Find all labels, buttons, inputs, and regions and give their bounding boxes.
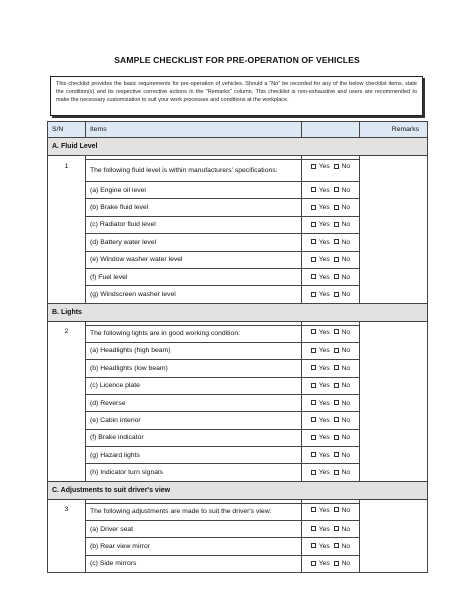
item-text: (c) Licence plate xyxy=(86,377,302,394)
no-checkbox[interactable] xyxy=(334,543,339,548)
yes-no-options xyxy=(302,412,360,429)
yes-checkbox[interactable] xyxy=(311,435,316,440)
remarks-cell[interactable] xyxy=(360,342,428,359)
no-checkbox[interactable] xyxy=(334,561,339,566)
yes-label: Yes xyxy=(318,542,330,550)
item-text: (a) Headlights (high beam) xyxy=(86,342,302,359)
no-checkbox[interactable] xyxy=(334,452,339,457)
no-label: No xyxy=(341,416,351,424)
yes-checkbox[interactable] xyxy=(311,507,316,512)
yes-no-header xyxy=(302,122,360,138)
remarks-header: Remarks xyxy=(360,122,428,138)
checklist-row xyxy=(48,429,428,446)
no-label: No xyxy=(341,525,351,533)
section-row xyxy=(48,481,428,499)
remarks-cell[interactable] xyxy=(360,429,428,446)
no-checkbox[interactable] xyxy=(334,292,339,297)
item-text: (g) Windscreen washer level xyxy=(86,286,302,303)
yes-no-options xyxy=(302,503,360,520)
checklist-row xyxy=(48,447,428,464)
no-label: No xyxy=(341,382,351,390)
item-text: (b) Headlights (low beam) xyxy=(86,360,302,377)
checklist-row xyxy=(48,412,428,429)
checklist-row xyxy=(48,286,428,303)
yes-label: Yes xyxy=(318,506,330,514)
yes-no-options xyxy=(302,555,360,572)
no-checkbox[interactable] xyxy=(334,435,339,440)
yes-no-options xyxy=(302,268,360,285)
yes-no-options xyxy=(302,360,360,377)
remarks-cell[interactable] xyxy=(360,199,428,216)
yes-checkbox[interactable] xyxy=(311,400,316,405)
no-checkbox[interactable] xyxy=(334,365,339,370)
item-text: (e) Window washer water level xyxy=(86,251,302,268)
yes-label: Yes xyxy=(318,291,330,299)
no-label: No xyxy=(341,273,351,281)
item-text: (f) Fuel level xyxy=(86,268,302,285)
no-label: No xyxy=(341,204,351,212)
item-text: (g) Hazard lights xyxy=(86,447,302,464)
checklist-row xyxy=(48,555,428,572)
no-label: No xyxy=(341,186,351,194)
yes-label: Yes xyxy=(318,560,330,568)
remarks-cell[interactable] xyxy=(360,447,428,464)
yes-no-options xyxy=(302,216,360,233)
no-label: No xyxy=(341,434,351,442)
no-label: No xyxy=(341,163,351,170)
checklist-lead-row xyxy=(48,325,428,342)
item-lead-text: The following fluid level is within manufacturers' specifications: xyxy=(86,160,302,182)
yes-label: Yes xyxy=(318,525,330,533)
section-row xyxy=(48,303,428,321)
yes-label: Yes xyxy=(318,416,330,424)
checklist-lead-row xyxy=(48,160,428,182)
yes-no-options xyxy=(302,286,360,303)
yes-no-options xyxy=(302,447,360,464)
no-label: No xyxy=(341,291,351,299)
yes-no-options xyxy=(302,538,360,555)
no-label: No xyxy=(341,560,351,568)
yes-checkbox[interactable] xyxy=(311,452,316,457)
no-checkbox[interactable] xyxy=(334,187,339,192)
checklist-row xyxy=(48,342,428,359)
yes-label: Yes xyxy=(318,434,330,442)
section-row xyxy=(48,138,428,156)
remarks-cell[interactable] xyxy=(360,286,428,303)
yes-checkbox[interactable] xyxy=(311,526,316,531)
yes-label: Yes xyxy=(318,221,330,229)
yes-checkbox[interactable] xyxy=(311,205,316,210)
item-text: (d) Battery water level xyxy=(86,234,302,251)
no-label: No xyxy=(341,347,351,355)
yes-checkbox[interactable] xyxy=(311,417,316,422)
yes-label: Yes xyxy=(318,451,330,459)
remarks-cell[interactable] xyxy=(360,394,428,411)
item-lead-text: The following lights are in good working condition: xyxy=(86,325,302,342)
yes-checkbox[interactable] xyxy=(311,543,316,548)
item-lead-text: The following adjustments are made to suit the driver's view: xyxy=(86,503,302,520)
remarks-cell[interactable] xyxy=(360,538,428,555)
remarks-cell[interactable] xyxy=(360,555,428,572)
yes-checkbox[interactable] xyxy=(311,365,316,370)
yes-label: Yes xyxy=(318,186,330,194)
yes-label: Yes xyxy=(318,163,330,170)
section-title: C. Adjustments to suit driver's view xyxy=(48,481,428,499)
yes-checkbox[interactable] xyxy=(311,561,316,566)
yes-label: Yes xyxy=(318,238,330,246)
no-checkbox[interactable] xyxy=(334,526,339,531)
yes-checkbox[interactable] xyxy=(311,470,316,475)
yes-no-options xyxy=(302,182,360,199)
yes-label: Yes xyxy=(318,204,330,212)
item-text: (c) Radiator fluid level xyxy=(86,216,302,233)
yes-checkbox[interactable] xyxy=(311,222,316,227)
yes-no-options xyxy=(302,520,360,537)
item-text: (f) Brake indicator xyxy=(86,429,302,446)
item-number: 1 xyxy=(48,160,86,182)
yes-label: Yes xyxy=(318,382,330,390)
yes-checkbox[interactable] xyxy=(311,274,316,279)
item-text: (a) Engine oil level xyxy=(86,182,302,199)
yes-checkbox[interactable] xyxy=(311,348,316,353)
checklist-row xyxy=(48,360,428,377)
no-label: No xyxy=(341,328,351,336)
no-label: No xyxy=(341,542,351,550)
remarks-cell[interactable] xyxy=(360,160,428,182)
checklist-row xyxy=(48,234,428,251)
yes-no-options xyxy=(302,342,360,359)
no-label: No xyxy=(341,256,351,264)
checklist-row xyxy=(48,377,428,394)
yes-checkbox[interactable] xyxy=(311,239,316,244)
item-text: (e) Cabin interior xyxy=(86,412,302,429)
no-label: No xyxy=(341,506,351,514)
remarks-cell[interactable] xyxy=(360,412,428,429)
yes-checkbox[interactable] xyxy=(311,329,316,334)
remarks-cell[interactable] xyxy=(360,377,428,394)
remarks-cell[interactable] xyxy=(360,182,428,199)
no-checkbox[interactable] xyxy=(334,164,339,169)
remarks-cell[interactable] xyxy=(360,325,428,342)
yes-checkbox[interactable] xyxy=(311,164,316,169)
yes-checkbox[interactable] xyxy=(311,292,316,297)
remarks-cell[interactable] xyxy=(360,503,428,520)
yes-no-options xyxy=(302,160,360,182)
intro-text: This checklist provides the basic requirements for pre-operation of vehicles. Should a "No" be recorded for any of the below checklist items, state the condition(s) and its respective corrective actions in the "Remarks" column. This checklist is non-exhaustive and users are recommended to make the necessary customization to suit your work processes and conditions at the workplace. xyxy=(50,76,423,116)
no-label: No xyxy=(341,221,351,229)
item-text: (b) Brake fluid level xyxy=(86,199,302,216)
yes-no-options xyxy=(302,394,360,411)
checklist-lead-row xyxy=(48,503,428,520)
yes-no-options xyxy=(302,325,360,342)
item-text: (d) Reverse xyxy=(86,394,302,411)
no-checkbox[interactable] xyxy=(334,400,339,405)
yes-checkbox[interactable] xyxy=(311,257,316,262)
no-checkbox[interactable] xyxy=(334,470,339,475)
yes-label: Yes xyxy=(318,347,330,355)
item-number: 2 xyxy=(48,325,86,342)
sn-header: S/N xyxy=(48,122,86,138)
yes-no-options xyxy=(302,234,360,251)
table-header-row xyxy=(48,122,428,138)
no-label: No xyxy=(341,238,351,246)
yes-label: Yes xyxy=(318,328,330,336)
yes-label: Yes xyxy=(318,469,330,477)
item-text: (b) Rear view mirror xyxy=(86,538,302,555)
checklist-row xyxy=(48,268,428,285)
yes-label: Yes xyxy=(318,256,330,264)
yes-no-options xyxy=(302,199,360,216)
checklist-table xyxy=(47,121,428,573)
remarks-cell[interactable] xyxy=(360,464,428,481)
yes-no-options xyxy=(302,464,360,481)
checklist-row xyxy=(48,394,428,411)
yes-label: Yes xyxy=(318,364,330,372)
remarks-cell[interactable] xyxy=(360,216,428,233)
yes-checkbox[interactable] xyxy=(311,187,316,192)
no-checkbox[interactable] xyxy=(334,417,339,422)
no-checkbox[interactable] xyxy=(334,222,339,227)
item-text: (h) Indicator turn signals xyxy=(86,464,302,481)
yes-label: Yes xyxy=(318,399,330,407)
yes-no-options xyxy=(302,429,360,446)
no-checkbox[interactable] xyxy=(334,348,339,353)
remarks-cell[interactable] xyxy=(360,268,428,285)
remarks-cell[interactable] xyxy=(360,360,428,377)
item-text: (a) Driver seat xyxy=(86,520,302,537)
checklist-row xyxy=(48,520,428,537)
yes-label: Yes xyxy=(318,273,330,281)
remarks-cell[interactable] xyxy=(360,520,428,537)
checklist-row xyxy=(48,251,428,268)
checklist-row xyxy=(48,464,428,481)
no-label: No xyxy=(341,364,351,372)
no-checkbox[interactable] xyxy=(334,239,339,244)
no-checkbox[interactable] xyxy=(334,329,339,334)
checklist-row xyxy=(48,538,428,555)
checklist-row xyxy=(48,182,428,199)
no-label: No xyxy=(341,451,351,459)
remarks-cell[interactable] xyxy=(360,234,428,251)
section-title: B. Lights xyxy=(48,303,428,321)
item-text: (c) Side mirrors xyxy=(86,555,302,572)
checklist-row xyxy=(48,199,428,216)
no-checkbox[interactable] xyxy=(334,257,339,262)
no-label: No xyxy=(341,399,351,407)
no-checkbox[interactable] xyxy=(334,507,339,512)
items-header: Items xyxy=(86,122,302,138)
yes-no-options xyxy=(302,377,360,394)
no-label: No xyxy=(341,469,351,477)
checklist-row xyxy=(48,216,428,233)
item-number: 3 xyxy=(48,503,86,520)
page-title: SAMPLE CHECKLIST FOR PRE-OPERATION OF VEHICLES xyxy=(114,55,360,65)
no-checkbox[interactable] xyxy=(334,205,339,210)
yes-checkbox[interactable] xyxy=(311,383,316,388)
no-checkbox[interactable] xyxy=(334,274,339,279)
remarks-cell[interactable] xyxy=(360,251,428,268)
no-checkbox[interactable] xyxy=(334,383,339,388)
section-title: A. Fluid Level xyxy=(48,138,428,156)
yes-no-options xyxy=(302,251,360,268)
